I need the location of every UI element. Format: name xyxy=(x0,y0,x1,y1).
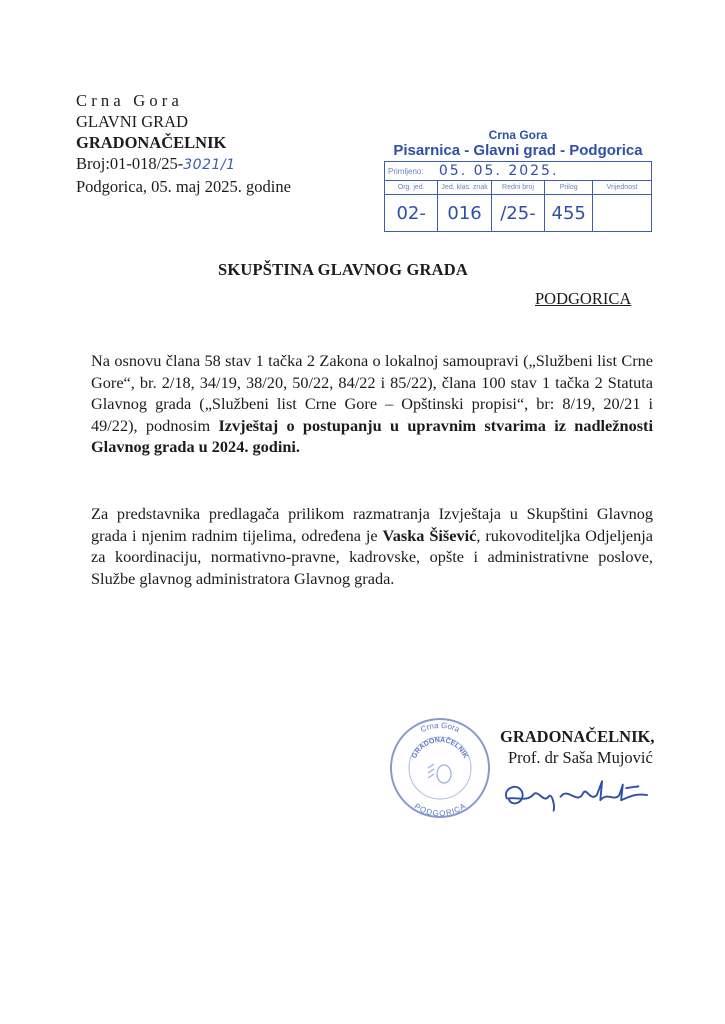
paragraph-text: , rukovoditeljka Odjeljenja za koordinaciju, normativno-pravne, kadrovske, opšte i administrativne poslove, Službe glavnog administratora Glavnog grada. xyxy=(91,525,653,588)
paragraph-text: Na osnovu člana 58 stav 1 tačka 2 Zakona o lokalnoj samoupravi („Službeni list Crne Gore“, br. 2/18, 34/19, 38/20, 50/22, 84/22 i 85/22), člana 100 stav 1 tačka 2 Statuta Glavnog grada („Službeni list Crne Gore – Opštinski propisi“, br: 8/19, 20/21 i 49/22), podnosim xyxy=(91,351,653,435)
svg-text:GRADONAČELNIK xyxy=(411,736,469,760)
reference-number xyxy=(76,153,291,176)
signatory-title: GRADONAČELNIK, xyxy=(500,727,655,746)
official-seal xyxy=(388,716,492,820)
stamp-table xyxy=(384,161,652,232)
paragraph-representative xyxy=(91,503,653,589)
place-date: Podgorica, 05. maj 2025. godine xyxy=(76,177,291,196)
seal-inner-text: GRADONAČELNIK xyxy=(411,736,469,760)
svg-text:PODGORICA xyxy=(413,801,468,818)
stamp-col-header: Prilog xyxy=(545,181,593,195)
reference-number-prefix: Broj:01-018/25- xyxy=(76,154,184,173)
stamp-col-header: Org. jed. xyxy=(385,181,438,195)
signature-block xyxy=(500,727,654,768)
representative-name: Vaska Šišević xyxy=(382,525,477,545)
seal-outer-text: Crna Gora xyxy=(419,720,461,735)
stamp-col-header: Redni broj xyxy=(491,181,544,195)
svg-text:Crna Gora xyxy=(419,721,461,734)
handwritten-signature xyxy=(500,772,660,812)
stamp-value: 02- xyxy=(385,195,438,232)
seal-emblem-icon xyxy=(428,764,451,783)
report-title: Izvještaj o postupanju u upravnim stvarima iz nadležnosti Glavnog grada u 2024. godini. xyxy=(91,415,653,456)
stamp-col-header: Vrijednost xyxy=(593,181,652,195)
addressee-name: SKUPŠTINA GLAVNOG GRADA xyxy=(218,260,469,279)
stamp-received-date: 05. 05. 2025. xyxy=(438,162,652,181)
stamp-office: Pisarnica - Glavni grad - Podgorica xyxy=(393,142,643,159)
stamp-value: 016 xyxy=(438,195,491,232)
reference-number-handwritten: 3021/1 xyxy=(183,157,236,173)
addressee-city: PODGORICA xyxy=(535,289,632,308)
document-header xyxy=(76,90,291,197)
stamp-received-label: Primljeno: xyxy=(385,162,438,181)
header-city: GLAVNI GRAD xyxy=(76,112,188,131)
stamp-value: 455 xyxy=(545,195,593,232)
stamp-col-header: Jed. klas. znak xyxy=(438,181,491,195)
stamp-value: /25- xyxy=(491,195,544,232)
header-office: GRADONAČELNIK xyxy=(76,133,227,152)
signatory-name: Prof. dr Saša Mujović xyxy=(508,748,653,767)
stamp-country: Crna Gora xyxy=(488,128,548,142)
stamp-value xyxy=(593,195,652,232)
seal-bottom-text: PODGORICA xyxy=(412,801,468,819)
paragraph-legal-basis xyxy=(91,350,653,458)
header-country: Crna Gora xyxy=(76,91,183,110)
registry-stamp xyxy=(384,128,652,232)
paragraph-text: Za predstavnika predlagača prilikom razmatranja Izvještaja u Skupštini Glavnog grada i njenim radnim tijelima, određena je xyxy=(91,504,653,545)
